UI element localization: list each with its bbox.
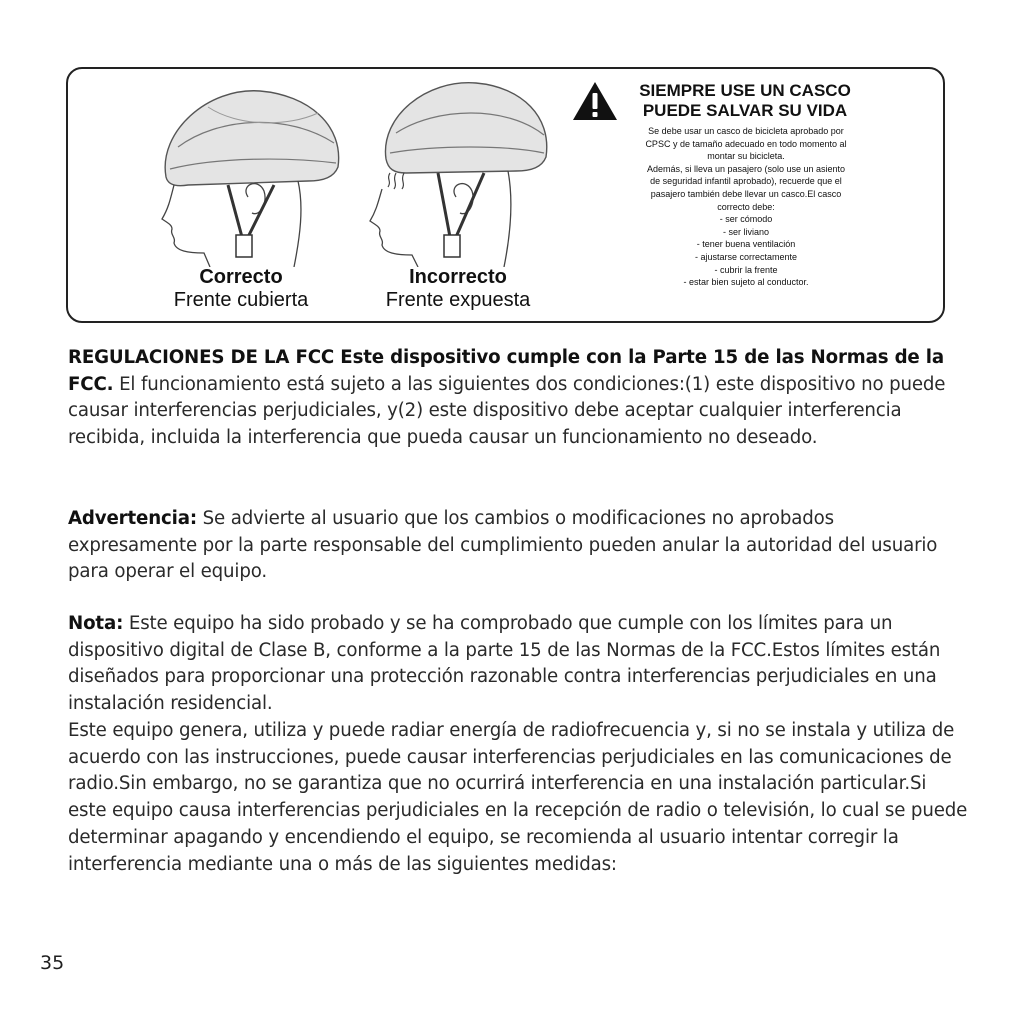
warning-line: - cubrir la frente [714, 264, 778, 275]
page-number: 35 [40, 952, 65, 974]
incorrect-caption [368, 266, 548, 312]
warning-line: - ajustarse correctamente [694, 251, 798, 262]
nota-label: Nota: [68, 613, 124, 634]
warning-line: Además, si lleva un pasajero (solo use un asiento [646, 163, 846, 174]
helmet-safety-panel [66, 67, 945, 323]
warning-line: CPSC y de tamaño adecuado en todo momento al [645, 138, 847, 149]
warning-heading-line-2: PUEDE SALVAR SU VIDA [642, 101, 848, 120]
fcc-lead: REGULACIONES DE LA FCC Este dispositivo cumple con la Parte 15 de las Normas de la FCC. [68, 347, 945, 395]
warning-body [616, 125, 876, 289]
warning-heading [620, 81, 870, 121]
fcc-body: El funcionamiento está sujeto a las siguientes dos condiciones:(1) este dispositivo no puede causar interferencias perjudiciales, y(2) este dispositivo debe aceptar cualquier interferencia recibida, incluida la interferencia que pueda causar un funcionamiento no deseado. [68, 373, 946, 449]
warning-line: correcto debe: [717, 201, 775, 212]
warning-line: montar su bicicleta. [707, 151, 785, 162]
advertencia-label: Advertencia: [68, 508, 197, 529]
correct-caption [156, 266, 326, 312]
warning-line: Se debe usar un casco de bicicleta aprobado por [648, 126, 844, 136]
helmet-incorrect-illustration [356, 77, 556, 267]
warning-line: de seguridad infantil aprobado), recuerde que el [650, 176, 842, 187]
incorrect-title: Incorrecto [409, 266, 507, 288]
advertencia-paragraph [68, 506, 968, 586]
warning-line: - estar bien sujeto al conductor. [683, 277, 809, 288]
advertencia-body: Se advierte al usuario que los cambios o modificaciones no aprobados expresamente por la parte responsable del cumplimiento pueden anular la autoridad del usuario para operar el equipo. [68, 508, 938, 583]
correct-subtitle: Frente cubierta [173, 289, 309, 311]
equipo-paragraph: Este equipo genera, utiliza y puede radiar energía de radiofrecuencia y, si no se instala y utiliza de acuerdo con las instrucciones, puede causar interferencias perjudiciales en las comunicaciones de radio.Sin embargo, no se garantiza que no ocurrirá interferencia en una instalación particular.Si este equipo causa interferencias perjudiciales en la recepción de radio o televisión, lo cual se puede determinar apagando y encendiendo el equipo, se recomienda al usuario intentar corregir la interferencia mediante una o más de las siguientes medidas: [68, 720, 968, 875]
warning-line: - tener buena ventilación [696, 239, 796, 250]
warning-line: - ser liviano [722, 226, 769, 237]
warning-line: pasajero también debe llevar un casco.El casco [650, 188, 842, 199]
warning-triangle-icon [572, 81, 618, 121]
fcc-paragraph [68, 345, 968, 452]
nota-paragraph [68, 611, 968, 718]
helmet-correct-illustration [148, 77, 348, 267]
correct-title: Correcto [199, 266, 283, 288]
warning-line: - ser cómodo [719, 214, 773, 225]
nota-body: Este equipo ha sido probado y se ha comprobado que cumple con los límites para un dispositivo digital de Clase B, conforme a la parte 15 de las Normas de la FCC.Estos límites están diseñados para proporcionar una protección razonable contra interferencias perjudiciales en una instalación residencial. [68, 613, 941, 715]
warning-heading-line-1: SIEMPRE USE UN CASCO [639, 81, 851, 100]
incorrect-subtitle: Frente expuesta [385, 289, 531, 311]
